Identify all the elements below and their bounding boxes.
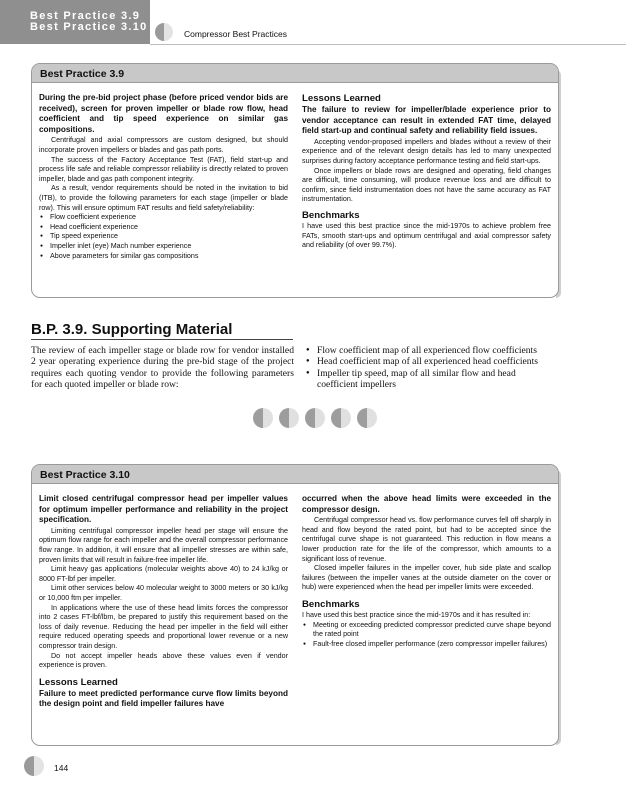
bp310-columns: [39, 494, 551, 711]
list-item: ● Above parameters for similar gas compositions: [50, 252, 288, 262]
bp39-box: [31, 63, 559, 298]
bp39-lessons-heading: Lessons Learned: [302, 93, 381, 104]
bp310-paragraph: I have used this best practice since the mid-1970s and it has resulted in:: [302, 610, 531, 619]
list-item: ● Impeller tip speed, map of all similar flow and head coefficient impellers: [317, 368, 555, 391]
header-tab-line2: Best Practice 3.10: [30, 21, 148, 33]
bp310-paragraph: Do not accept impeller heads above these values even if vendor experience is proven.: [39, 651, 288, 670]
divider-circle: [253, 408, 273, 428]
bp310-lessons-lead: Failure to meet predicted performance curve flow limits beyond the design point and field impeller failures have: [39, 688, 288, 709]
bp310-benchmarks-heading: Benchmarks: [302, 598, 360, 610]
bp310-right-column: [302, 494, 551, 711]
bp310-paragraph: In applications where the use of these head limits forces the compressor into 2 cases FT-lbf/lbm, be prepared to justify this requirement based on the loss of daily revenue. Reducing the head per impeller in the field will either require reduced operating speeds and proportional lower revenue or a new compressor train design.: [39, 603, 288, 650]
divider-circle: [357, 408, 377, 428]
bp39-box-header: [32, 64, 558, 83]
bp310-paragraph: Centrifugal compressor head vs. flow performance curves fell off sharply in head and flow beyond the rated point, but had to be accepted since the centrifugal curve shape is not guaranteed. This reduction in flow means a lower production rate for the life of the compressor, which amounts to a significant loss of revenue.: [302, 516, 551, 563]
list-item: ● Head coefficient experience: [50, 223, 288, 233]
bp310-title: Best Practice 3.10: [40, 469, 130, 481]
bp39-right-column: [302, 93, 551, 261]
list-item: ● Fault-free closed impeller performance (zero compressor impeller failures): [313, 640, 551, 650]
bp39-paragraph: Once impellers or blade rows are designed and operating, field changes are difficult, time consuming, will produce revenue loss and are difficult to confirm, since field instrumentation does not have the same accuracy as FAT instrumentation.: [302, 166, 551, 204]
bp39-paragraph: Accepting vendor-proposed impellers and blades without a review of their experience and of the relevant design details has led to many unexpected surprises during factory acceptance performance testing and field start-ups.: [302, 137, 551, 165]
bp310-left-column: [39, 494, 288, 711]
supporting-material-text: The review of each impeller stage or blade row for vendor installed 2 year operating experience during the pre-bid stage of the project requires each quoting vendor to provide the following parameters for each quoted impeller or blade row:: [31, 345, 294, 391]
bp39-benchmarks-heading: Benchmarks: [302, 209, 360, 221]
header-tab: [0, 0, 150, 44]
header-tab-line1: Best Practice 3.9: [30, 10, 141, 22]
list-item: ● Head coefficient map of all experienced head coefficients: [317, 356, 555, 367]
bp39-lead: During the pre-bid project phase (before priced vendor bids are received), screen for proven impeller or blade row flow, head coefficient and tip speed experience on similar gas compositions.: [39, 93, 288, 134]
supporting-material-list: [305, 345, 555, 391]
supporting-material-rule: [31, 339, 293, 340]
bp310-paragraph: Limit heavy gas applications (molecular weights above 40) to 24 kJ/kg or 8000 FT-lbf per impeller.: [39, 565, 288, 583]
list-item: ● Flow coefficient map of all experienced flow coefficients: [317, 345, 555, 356]
bp310-paragraph: Limit other services below 40 molecular weight to 3000 meters or 30 kJ/kg or 10,000 ftm per impeller.: [39, 584, 288, 602]
divider-circle: [331, 408, 351, 428]
bp39-left-column: [39, 93, 288, 261]
bp310-paragraph: Limiting centrifugal compressor impeller head per stage will ensure the optimum flow range for each impeller and the overall compressor performance flow range. In addition, it will ensure that all impeller stresses are within safe, proven limits that will result in failure-free impeller life.: [39, 526, 288, 564]
bp310-lessons-heading: Lessons Learned: [39, 676, 118, 688]
header-subtitle: Compressor Best Practices: [184, 29, 287, 39]
bp39-parameter-list: [39, 213, 288, 261]
bp39-columns: [39, 93, 551, 261]
bp39-paragraph: I have used this best practice since the mid-1970s to achieve problem free FATs, smooth start-ups and optimum centrifugal and axial compressor safety and reliability (of over 99.7%).: [302, 221, 551, 250]
list-item: ● Impeller inlet (eye) Mach number experience: [50, 242, 288, 252]
bp310-lead: Limit closed centrifugal compressor head per impeller values for optimum impeller performance and reliability in the project specification.: [39, 494, 288, 525]
header-rule: [150, 44, 626, 45]
bp310-results-list: [302, 621, 551, 650]
list-item: ● Flow coefficient experience: [50, 213, 288, 223]
bp39-paragraph: Centrifugal and axial compressors are custom designed, but should incorporate proven impellers or blades and gas path ports.: [39, 136, 288, 154]
bp39-lessons-lead: The failure to review for impeller/blade experience prior to vendor acceptance can result in extended FAT time, delayed field start-up and continual safety and reliability field issues.: [302, 105, 551, 136]
bp39-paragraph: As a result, vendor requirements should be noted in the invitation to bid (ITB), to provide the following parameters for each stage (impeller or blade row). This will ensure optimum FAT results and field safety/reliability:: [39, 184, 288, 212]
supporting-material-title: B.P. 3.9. Supporting Material: [31, 321, 233, 338]
page-number-ornament: [24, 756, 44, 776]
divider-circle: [279, 408, 299, 428]
divider-circle: [305, 408, 325, 428]
header-circle-ornament: [155, 23, 173, 41]
bp39-paragraph: The success of the Factory Acceptance Test (FAT), field start-up and process life safe and reliable compressor reliability is directly related to proven impeller, blade and gas path component integrity.: [39, 155, 288, 183]
list-item: ● Tip speed experience: [50, 232, 288, 242]
bp310-box: [31, 464, 559, 746]
bp310-paragraph: Closed impeller failures in the impeller cover, hub side plate and scallop failures (between the impeller vanes at the outside diameter on the cover or hub) were experienced when the head per impeller limits were exceeded.: [302, 564, 551, 592]
bp39-title: Best Practice 3.9: [40, 68, 125, 80]
bp310-lessons-lead-continued: occurred when the above head limits were exceeded in the compressor design.: [302, 494, 551, 514]
list-item: ● Meeting or exceeding predicted compressor predicted curve shape beyond the rated point: [313, 621, 551, 640]
bp310-box-header: [32, 465, 558, 484]
page-number: 144: [54, 763, 69, 773]
section-divider-ornament: [253, 408, 377, 428]
